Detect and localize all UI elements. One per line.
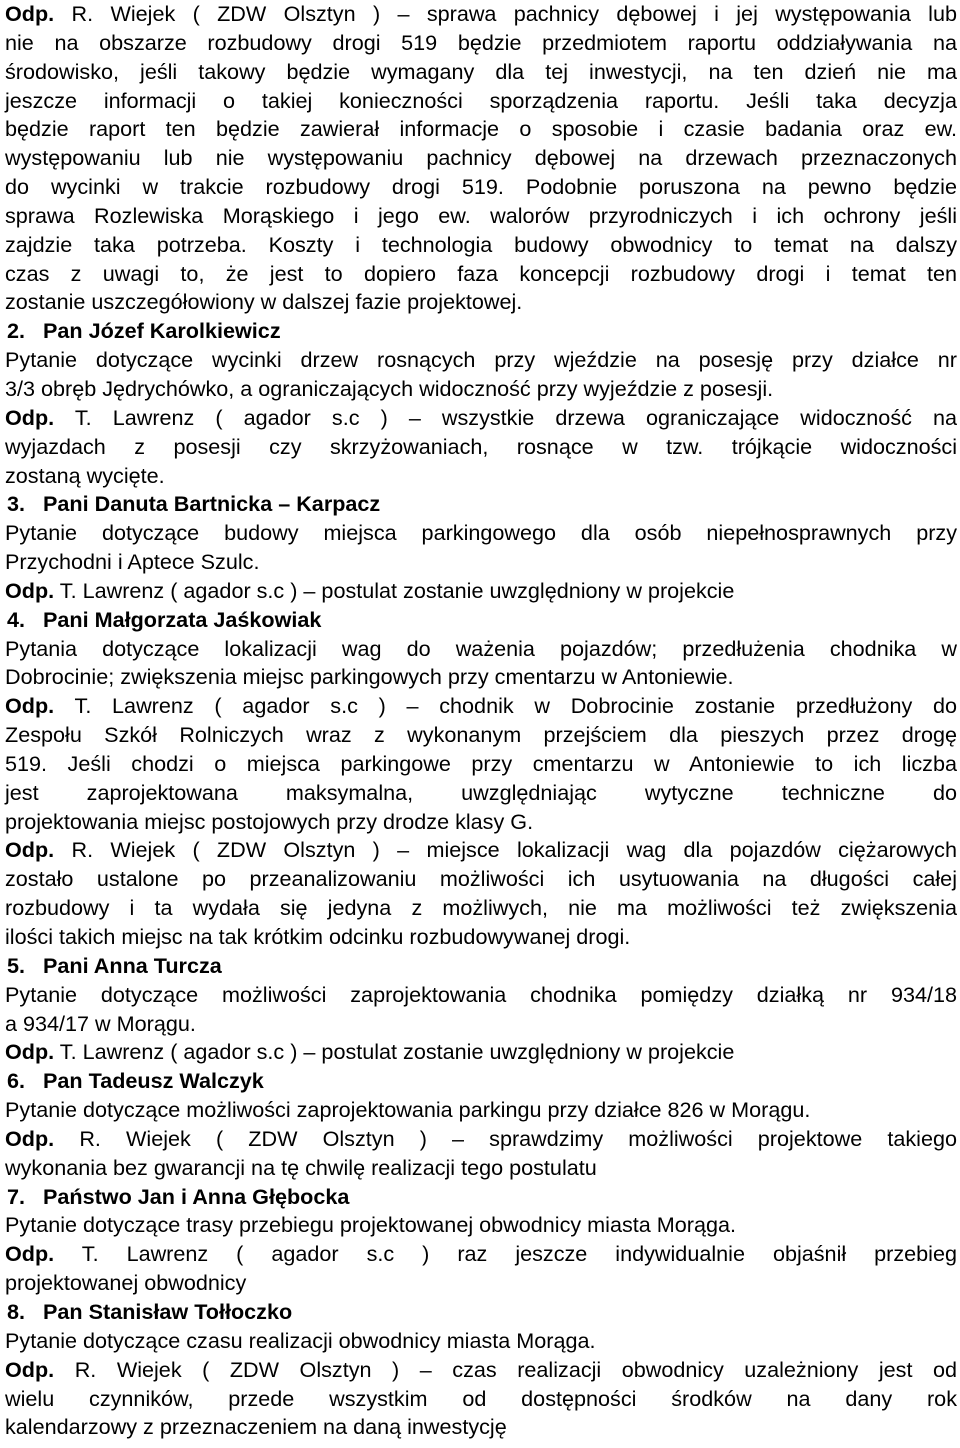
text-line	[5, 29, 957, 58]
text-line	[5, 1096, 957, 1125]
text-run: kalendarzowy z przeznaczeniem na daną inwestycję	[5, 1414, 507, 1440]
text-line	[5, 1211, 957, 1240]
text-line	[5, 1038, 957, 1067]
bold-text-run: Odp.	[5, 1039, 55, 1065]
text-run: wyjazdach z posesji czy skrzyżowaniach, rosnące w tzw. trójkącie widoczności	[5, 433, 957, 459]
document-page	[5, 0, 957, 1442]
text-run: środowisko, jeśli takowy będzie wymagany dla tej inwestycji, na ten dzień nie ma	[5, 58, 957, 84]
text-line	[5, 894, 957, 923]
text-run: wielu czynników, przede wszystkim od dostępności środków na dany rok	[5, 1385, 957, 1411]
bold-text-run: Pani Anna Turcza	[43, 952, 222, 978]
text-run: sprawa Rozlewiska Morąskiego i jego ew. walorów przyrodniczych i ich ochrony jeśli	[5, 202, 957, 228]
text-line	[5, 0, 957, 29]
text-run: R. Wiejek ( ZDW Olsztyn ) – sprawa pachnicy dębowej i jej występowania lub	[54, 1, 957, 26]
text-run: zostało ustalone po przeanalizowaniu możliwości ich usytuowania na długości całej	[5, 866, 957, 892]
text-line	[5, 1413, 957, 1442]
bold-text-run: Odp.	[5, 404, 55, 430]
text-line	[5, 923, 957, 952]
text-run: Pytanie dotyczące budowy miejsca parkingowego dla osób niepełnosprawnych przy	[5, 520, 957, 546]
text-line	[5, 202, 957, 231]
text-run: Pytanie dotyczące możliwości zaprojektowania chodnika pomiędzy działką nr 934/18	[5, 981, 957, 1007]
text-line	[5, 404, 957, 433]
text-line	[5, 288, 957, 317]
text-run: T. Lawrenz ( agador s.c ) raz jeszcze indywidualnie objaśnił przebieg	[54, 1241, 957, 1267]
text-run: Pytanie dotyczące możliwości zaprojektowania parkingu przy działce 826 w Morągu.	[5, 1097, 811, 1123]
text-run: ilości takich miejsc na tak krótkim odcinku rozbudowywanej drogi.	[5, 924, 631, 949]
text-line	[5, 981, 957, 1010]
section-heading-line	[5, 317, 957, 346]
text-run: zostaną wycięte.	[5, 462, 165, 488]
list-number: 7.	[7, 1183, 26, 1209]
text-line	[5, 346, 957, 375]
text-line	[5, 721, 957, 750]
text-run: będzie raport ten będzie zawierał informacje o sposobie i czasie badania oraz ew.	[5, 116, 957, 142]
bold-text-run: Odp.	[5, 1356, 55, 1382]
text-line	[5, 58, 957, 87]
text-line	[5, 87, 957, 116]
text-run: 519. Jeśli chodzi o miejsca parkingowe przy cmentarzu w Antoniewie to ich liczba	[5, 750, 957, 776]
text-line	[5, 1356, 957, 1385]
section-heading-line	[5, 1067, 957, 1096]
bold-text-run: Pani Małgorzata Jaśkowiak	[43, 606, 322, 632]
text-run: 3/3 obręb Jędrychówko, a ograniczających widoczność przy wyjeździe z posesji.	[5, 375, 774, 401]
text-line	[5, 1385, 957, 1414]
bold-text-run: Odp.	[5, 1125, 55, 1151]
text-line	[5, 1327, 957, 1356]
text-run: T. Lawrenz ( agador s.c ) – chodnik w Dobrocinie zostanie przedłużony do	[54, 693, 957, 719]
text-line	[5, 260, 957, 289]
list-number: 5.	[7, 952, 26, 978]
text-line	[5, 462, 957, 491]
text-line	[5, 577, 957, 606]
text-run: T. Lawrenz ( agador s.c ) – postulat zostanie uwzględniony w projekcie	[54, 1039, 735, 1065]
text-run: zajdzie taka potrzeba. Koszty i technologia budowy obwodnicy to temat na dalszy	[5, 231, 957, 257]
text-run: Pytanie dotyczące czasu realizacji obwodnicy miasta Morąga.	[5, 1327, 596, 1353]
text-line	[5, 548, 957, 577]
text-line	[5, 779, 957, 808]
bold-text-run: Odp.	[5, 577, 55, 603]
text-line	[5, 231, 957, 260]
text-line	[5, 692, 957, 721]
text-line	[5, 433, 957, 462]
bold-text-run: Państwo Jan i Anna Głębocka	[43, 1183, 350, 1209]
text-run: czas z uwagi to, że jest to dopiero faza koncepcji rozbudowy drogi i temat ten	[5, 260, 957, 286]
bold-text-run: Pan Stanisław Tołłoczko	[43, 1298, 293, 1324]
text-run: występowaniu lub nie występowaniu pachnicy dębowej na drzewach przeznaczonych	[5, 145, 957, 171]
list-number: 4.	[7, 606, 26, 632]
bold-text-run: Odp.	[5, 1241, 55, 1267]
text-line	[5, 836, 957, 865]
bold-text-run: Pan Tadeusz Walczyk	[43, 1068, 264, 1094]
text-line	[5, 519, 957, 548]
bold-text-run: Pani Danuta Bartnicka – Karpacz	[43, 491, 381, 517]
text-run: Pytanie dotyczące wycinki drzew rosnących przy wjeździe na posesję przy działce nr	[5, 347, 957, 373]
text-line	[5, 808, 957, 837]
text-run: R. Wiejek ( ZDW Olsztyn ) – sprawdzimy możliwości projektowe takiego	[54, 1125, 957, 1151]
text-line	[5, 173, 957, 202]
text-run: projektowanej obwodnicy	[5, 1270, 247, 1296]
section-heading-line	[5, 606, 957, 635]
text-run: R. Wiejek ( ZDW Olsztyn ) – czas realizacji obwodnicy uzależniony jest od	[54, 1356, 957, 1382]
text-line	[5, 1154, 957, 1183]
text-run: zostanie uszczegółowiony w dalszej fazie projektowej.	[5, 289, 523, 315]
text-run: projektowania miejsc postojowych przy drodze klasy G.	[5, 808, 534, 834]
text-run: Pytanie dotyczące trasy przebiegu projektowanej obwodnicy miasta Morąga.	[5, 1212, 736, 1238]
text-run: T. Lawrenz ( agador s.c ) – wszystkie drzewa ograniczające widoczność na	[54, 404, 957, 430]
text-run: do wycinki w trakcie rozbudowy drogi 519. Podobnie poruszona na pewno będzie	[5, 174, 957, 200]
text-run: jeszcze informacji o takiej konieczności sporządzenia raportu. Jeśli taka decyzja	[5, 87, 957, 113]
text-line	[5, 1010, 957, 1039]
text-run: R. Wiejek ( ZDW Olsztyn ) – miejsce lokalizacji wag dla pojazdów ciężarowych	[54, 837, 957, 863]
text-line	[5, 750, 957, 779]
text-line	[5, 1125, 957, 1154]
list-number: 3.	[7, 491, 26, 517]
text-line	[5, 1240, 957, 1269]
list-number: 6.	[7, 1068, 26, 1094]
section-heading-line	[5, 952, 957, 981]
section-heading-line	[5, 490, 957, 519]
list-number: 8.	[7, 1298, 26, 1324]
text-run: T. Lawrenz ( agador s.c ) – postulat zostanie uwzględniony w projekcie	[54, 577, 735, 603]
text-line	[5, 144, 957, 173]
bold-text-run: Odp.	[5, 837, 55, 863]
bold-text-run: Pan Józef Karolkiewicz	[43, 318, 281, 344]
text-run: Pytania dotyczące lokalizacji wag do ważenia pojazdów; przedłużenia chodnika w	[5, 635, 957, 661]
text-line	[5, 1269, 957, 1298]
text-run: nie na obszarze rozbudowy drogi 519 będzie przedmiotem raportu oddziaływania na	[5, 29, 957, 55]
text-line	[5, 663, 957, 692]
section-heading-line	[5, 1298, 957, 1327]
text-run: rozbudowy i ta wydała się jedyna z możliwych, nie ma możliwości też zwiększenia	[5, 895, 957, 921]
text-run: Dobrocinie; zwiększenia miejsc parkingowych przy cmentarzu w Antoniewie.	[5, 664, 734, 690]
text-run: jest zaprojektowana maksymalna, uwzględniając wytyczne techniczne do	[5, 779, 957, 805]
text-run: wykonania bez gwarancji na tę chwilę realizacji tego postulatu	[5, 1154, 597, 1180]
text-line	[5, 375, 957, 404]
text-line	[5, 635, 957, 664]
bold-text-run: Odp.	[5, 693, 55, 719]
text-line	[5, 865, 957, 894]
bold-text-run: Odp.	[5, 1, 55, 26]
text-line	[5, 115, 957, 144]
text-run: Zespołu Szkół Rolniczych wraz z wykonanym przejściem dla pieszych przez drogę	[5, 722, 957, 748]
list-number: 2.	[7, 318, 26, 344]
section-heading-line	[5, 1183, 957, 1212]
text-run: Przychodni i Aptece Szulc.	[5, 549, 260, 575]
text-run: a 934/17 w Morągu.	[5, 1010, 196, 1036]
